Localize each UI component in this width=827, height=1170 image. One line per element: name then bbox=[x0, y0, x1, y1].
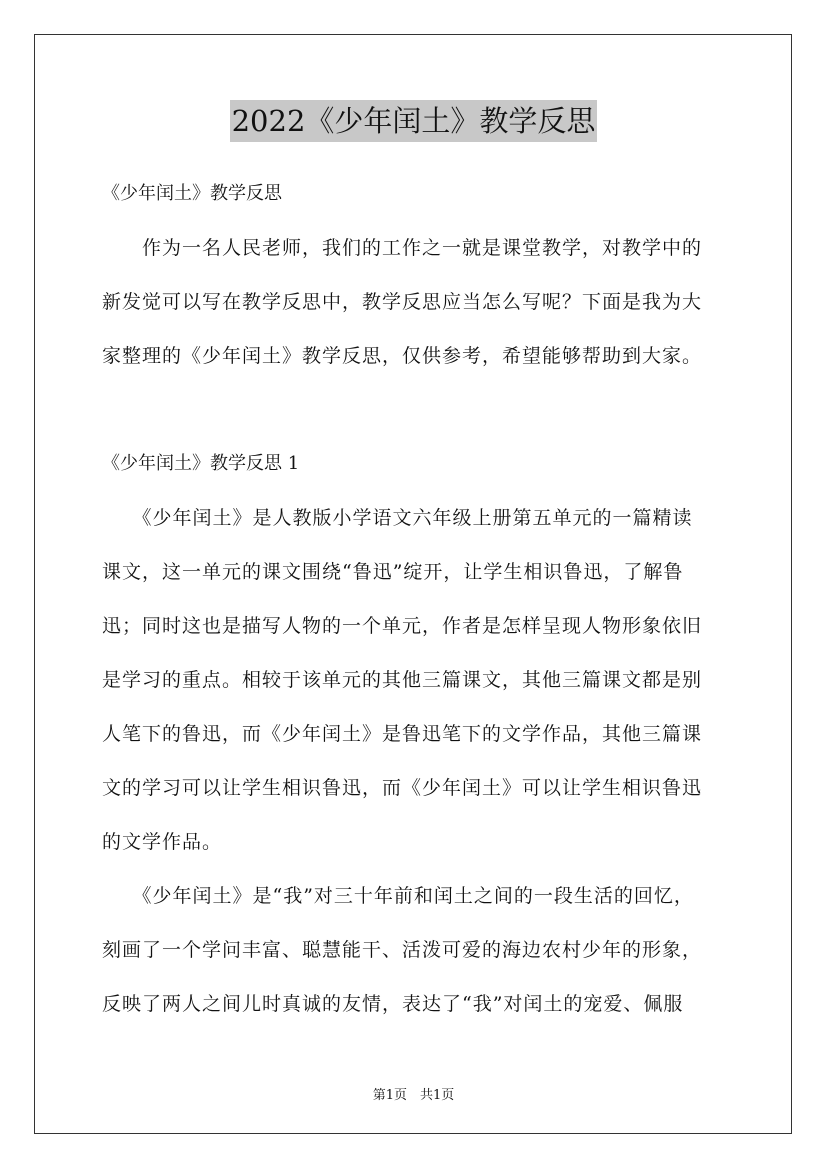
para1-line-3: 迅；同时这也是描写人物的一个单元，作者是怎样呈现人物形象依旧 bbox=[102, 615, 703, 637]
para1-line-2: 课文，这一单元的课文围绕“鲁迅”绽开，让学生相识鲁迅，了解鲁 bbox=[102, 561, 684, 583]
page-footer: 第1页 共1页 bbox=[372, 1088, 455, 1103]
para1-line-7: 的文学作品。 bbox=[102, 831, 223, 853]
title-container bbox=[0, 100, 827, 142]
document-subtitle: 《少年闰土》教学反思 bbox=[102, 183, 282, 204]
para1-line-5: 人笔下的鲁迅，而《少年闰土》是鲁迅笔下的文学作品，其他三篇课 bbox=[102, 723, 703, 745]
intro-line-3: 家整理的《少年闰土》教学反思，仅供参考，希望能够帮助到大家。 bbox=[102, 345, 703, 367]
para2-line-3: 反映了两人之间儿时真诚的友情，表达了“我”对闰土的宠爱、佩服 bbox=[102, 993, 684, 1015]
para1-line-6: 文的学习可以让学生相识鲁迅，而《少年闰土》可以让学生相识鲁迅 bbox=[102, 777, 703, 799]
para1-line-1: 《少年闰土》是人教版小学语文六年级上册第五单元的一篇精读 bbox=[102, 507, 693, 529]
document-title: 2022《少年闰土》教学反思 bbox=[230, 100, 598, 142]
section-heading: 《少年闰土》教学反思 1 bbox=[102, 453, 300, 474]
para1-line-4: 是学习的重点。相较于该单元的其他三篇课文，其他三篇课文都是别 bbox=[102, 669, 703, 691]
intro-line-1: 作为一名人民老师，我们的工作之一就是课堂教学，对教学中的 bbox=[102, 237, 703, 259]
para2-line-1: 《少年闰土》是“我”对三十年前和闰土之间的一段生活的回忆， bbox=[102, 885, 694, 907]
intro-line-2: 新发觉可以写在教学反思中，教学反思应当怎么写呢？下面是我为大 bbox=[102, 291, 703, 313]
para2-line-2: 刻画了一个学问丰富、聪慧能干、活泼可爱的海边农村少年的形象， bbox=[102, 939, 703, 961]
